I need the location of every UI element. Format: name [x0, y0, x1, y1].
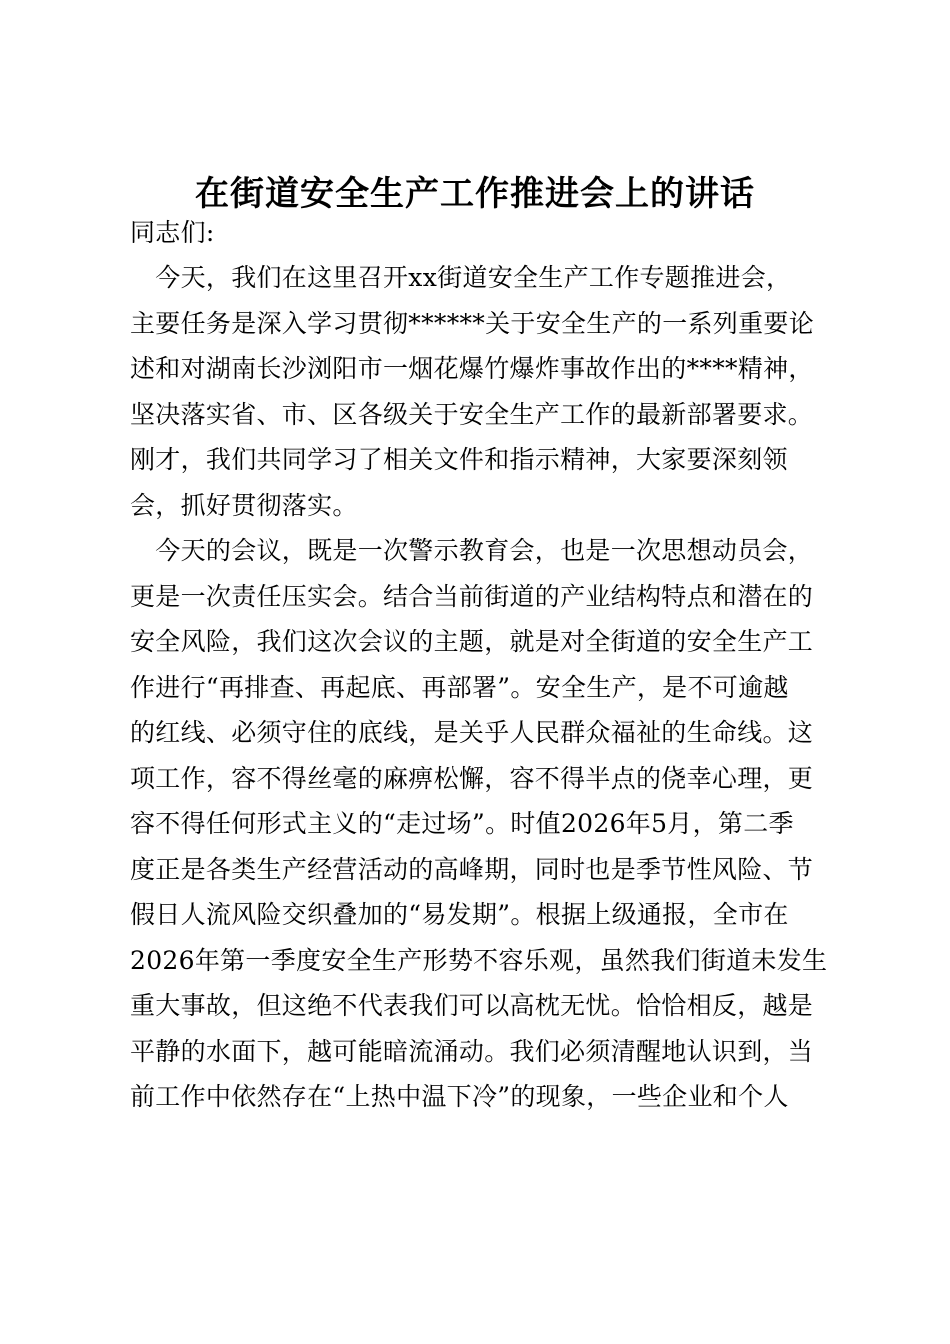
body-line: 坚决落实省、市、区各级关于安全生产工作的最新部署要求。 [130, 400, 814, 429]
body-line: 项工作，容不得丝毫的麻痹松懈，容不得半点的侥幸心理，更 [130, 764, 814, 793]
body-line: 刚才，我们共同学习了相关文件和指示精神，大家要深刻领 [130, 445, 788, 474]
body-line: 前工作中依然存在“上热中温下冷”的现象，一些企业和个人 [130, 1082, 789, 1111]
body-line: 容不得任何形式主义的“走过场”。时值2026年5月，第二季 [130, 809, 794, 838]
body-line: 2026年第一季度安全生产形势不容乐观，虽然我们街道未发生 [130, 946, 828, 975]
body-line: 假日人流风险交织叠加的“易发期”。根据上级通报，全市在 [130, 900, 789, 929]
body-line: 重大事故，但这绝不代表我们可以高枕无忧。恰恰相反，越是 [130, 991, 814, 1020]
salutation: 同志们: [130, 218, 215, 247]
body-line: 述和对湖南长沙浏阳市一烟花爆竹爆炸事故作出的****精神， [130, 354, 814, 383]
body-line: 今天，我们在这里召开xx街道安全生产工作专题推进会， [130, 263, 792, 292]
body-line: 主要任务是深入学习贯彻******关于安全生产的一系列重要论 [130, 309, 815, 338]
body-line: 安全风险，我们这次会议的主题，就是对全街道的安全生产工 [130, 627, 814, 656]
body-line: 作进行“再排查、再起底、再部署”。安全生产，是不可逾越 [130, 673, 789, 702]
body-line: 的红线、必须守住的底线，是关乎人民群众福祉的生命线。这 [130, 718, 814, 747]
body-line: 度正是各类生产经营活动的高峰期，同时也是季节性风险、节 [130, 855, 814, 884]
body-line: 平静的水面下，越可能暗流涌动。我们必须清醒地认识到，当 [130, 1037, 814, 1066]
body-line: 今天的会议，既是一次警示教育会，也是一次思想动员会， [130, 536, 814, 565]
document-title: 在街道安全生产工作推进会上的讲话 [195, 174, 755, 214]
body-line: 更是一次责任压实会。结合当前街道的产业结构特点和潜在的 [130, 582, 814, 611]
body-line: 会，抓好贯彻落实。 [130, 491, 358, 520]
